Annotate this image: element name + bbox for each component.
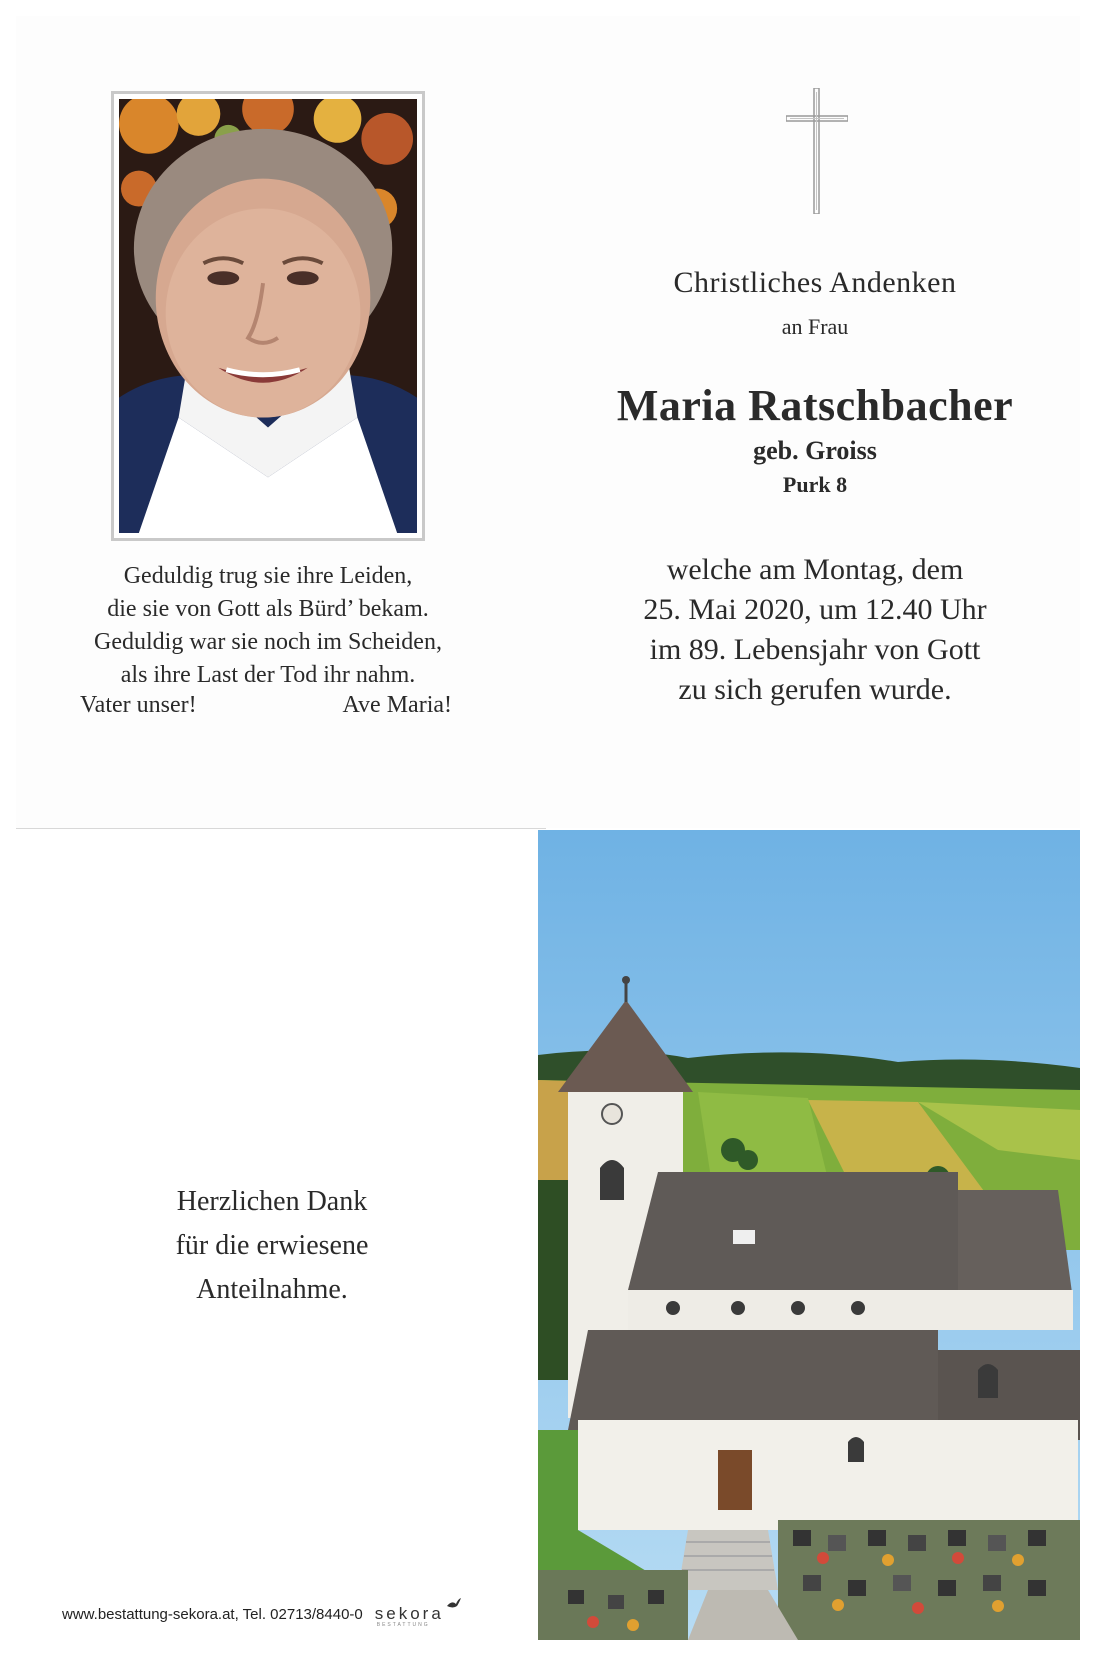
- brand-sub: BESTATTUNG: [376, 1622, 430, 1628]
- memorial-subheading: an Frau: [781, 314, 849, 339]
- bird-icon: [446, 1598, 462, 1610]
- footer-contact: www.bestattung-sekora.at, Tel. 02713/8440-0: [62, 1605, 363, 1623]
- poem-line: als ihre Last der Tod ihr nahm.: [120, 662, 416, 688]
- death-line: welche am Montag, dem: [666, 553, 964, 586]
- poem-line: Geduldig war sie noch im Scheiden,: [94, 629, 442, 655]
- church-photo: [538, 830, 1080, 1640]
- poem-line: Geduldig trug sie ihre Leiden,: [123, 563, 413, 589]
- birth-name: geb. Groiss: [753, 436, 877, 465]
- memorial-heading: Christliches Andenken: [673, 266, 957, 299]
- poem: [70, 560, 466, 692]
- thanks-line: Anteilnahme.: [196, 1274, 348, 1305]
- portrait-frame: [111, 91, 425, 541]
- footer: [62, 1604, 542, 1628]
- portrait-photo: [119, 99, 417, 533]
- prayer-left: Vater unser!: [80, 692, 197, 718]
- brand-name: sekora: [374, 1604, 444, 1623]
- fold-line: [16, 828, 546, 829]
- cross-icon: [786, 88, 848, 214]
- deceased-name: Maria Ratschbacher: [616, 381, 1014, 430]
- prayer-right: Ave Maria!: [342, 692, 452, 718]
- death-line: zu sich gerufen wurde.: [678, 673, 952, 706]
- death-notice: [560, 550, 1070, 710]
- residence: Purk 8: [782, 472, 848, 497]
- brand-logo: [374, 1604, 444, 1628]
- death-line: im 89. Lebensjahr von Gott: [649, 633, 981, 666]
- prayer-line: [80, 692, 452, 719]
- thanks-note: [72, 1180, 472, 1312]
- death-line: 25. Mai 2020, um 12.40 Uhr: [643, 593, 987, 626]
- thanks-line: Herzlichen Dank: [176, 1186, 368, 1217]
- poem-line: die sie von Gott als Bürd’ bekam.: [107, 596, 429, 622]
- thanks-line: für die erwiesene: [175, 1230, 369, 1261]
